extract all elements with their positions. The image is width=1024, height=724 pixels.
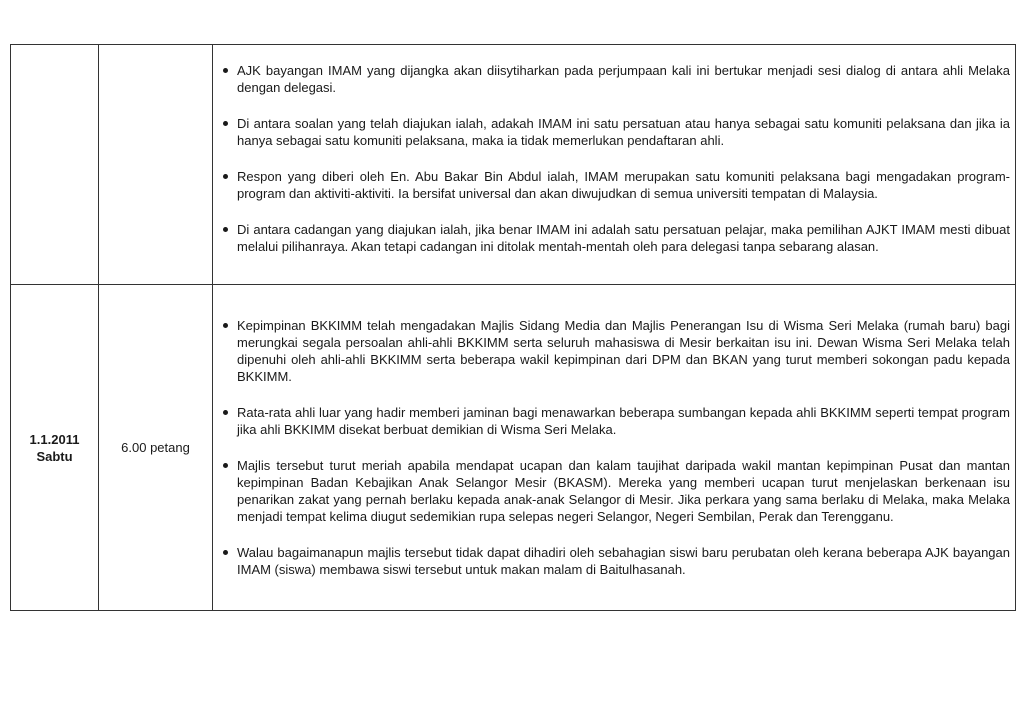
time-text: 6.00 petang xyxy=(121,440,190,455)
list-item: AJK bayangan IMAM yang dijangka akan diisytiharkan pada perjumpaan kali ini bertukar menjadi sesi dialog di antara ahli Melaka dengan delegasi. xyxy=(237,63,1010,95)
date-cell xyxy=(11,285,99,611)
day-text: Sabtu xyxy=(36,448,73,464)
list-item: Walau bagaimanapun majlis tersebut tidak dapat dihadiri oleh sebahagian siswi baru perubatan oleh kerana beberapa AJK bayangan IMAM (siswa) membawa siswi tersebut untuk makan malam di Baitulhasanah. xyxy=(237,545,1010,577)
notes-list xyxy=(213,297,1015,598)
date-cell xyxy=(11,45,99,285)
list-item: Kepimpinan BKKIMM telah mengadakan Majlis Sidang Media dan Majlis Penerangan Isu di Wisma Seri Melaka (rumah baru) bagi merungkai segala persoalan ahli-ahli BKKIMM serta seluruh mahasiswa di Mesir berkaitan isu ini. Dewan Wisma Seri Melaka telah dipenuhi oleh ahli-ahli BKKIMM serta beberapa wakil kepimpinan dari DPM dan BKAN yang turut memberi sokongan padu kepada BKKIMM. xyxy=(237,318,1010,384)
time-cell xyxy=(99,285,213,611)
table-row xyxy=(11,45,1016,285)
time-cell xyxy=(99,45,213,285)
notes-list xyxy=(213,54,1015,275)
table-row xyxy=(11,285,1016,611)
notes-cell xyxy=(213,285,1016,611)
minutes-table xyxy=(10,44,1016,611)
list-item: Respon yang diberi oleh En. Abu Bakar Bin Abdul ialah, IMAM merupakan satu komuniti pelaksana bagi mengadakan program-program dan aktiviti-aktiviti. Ia bersifat universal dan akan diwujudkan di semua universiti tempatan di Malaysia. xyxy=(237,169,1010,201)
list-item: Rata-rata ahli luar yang hadir memberi jaminan bagi menawarkan beberapa sumbangan kepada ahli BKKIMM seperti tempat program jika ahli BKKIMM disekat berbuat demikian di Wisma Seri Melaka. xyxy=(237,405,1010,437)
date-text: 1.1.2011 xyxy=(29,431,80,447)
list-item: Di antara cadangan yang diajukan ialah, jika benar IMAM ini adalah satu persatuan pelajar, maka pemilihan AJKT IMAM mesti dibuat melalui pilihanraya. Akan tetapi cadangan ini ditolak mentah-mentah oleh para delegasi tanpa sebarang alasan. xyxy=(237,222,1010,254)
list-item: Majlis tersebut turut meriah apabila mendapat ucapan dan kalam taujihat daripada wakil mantan kepimpinan Pusat dan mantan kepimpinan Badan Kebajikan Anak Selangor Mesir (BKASM). Mereka yang memberi ucapan turut menjelaskan berkenaan isu penarikan zakat yang pernah berlaku kepada anak-anak Selangor di Mesir. Jika perkara yang sama berlaku di Melaka, maka Melaka menjadi tempat kelima diugut sedemikian rupa selepas negeri Selangor, Negeri Sembilan, Perak dan Terengganu. xyxy=(237,458,1010,524)
notes-cell xyxy=(213,45,1016,285)
list-item: Di antara soalan yang telah diajukan ialah, adakah IMAM ini satu persatuan atau hanya sebagai satu komuniti pelaksana dan jika ia hanya sebagai satu komuniti pelaksana, maka ia tidak memerlukan pendaftaran ahli. xyxy=(237,116,1010,148)
